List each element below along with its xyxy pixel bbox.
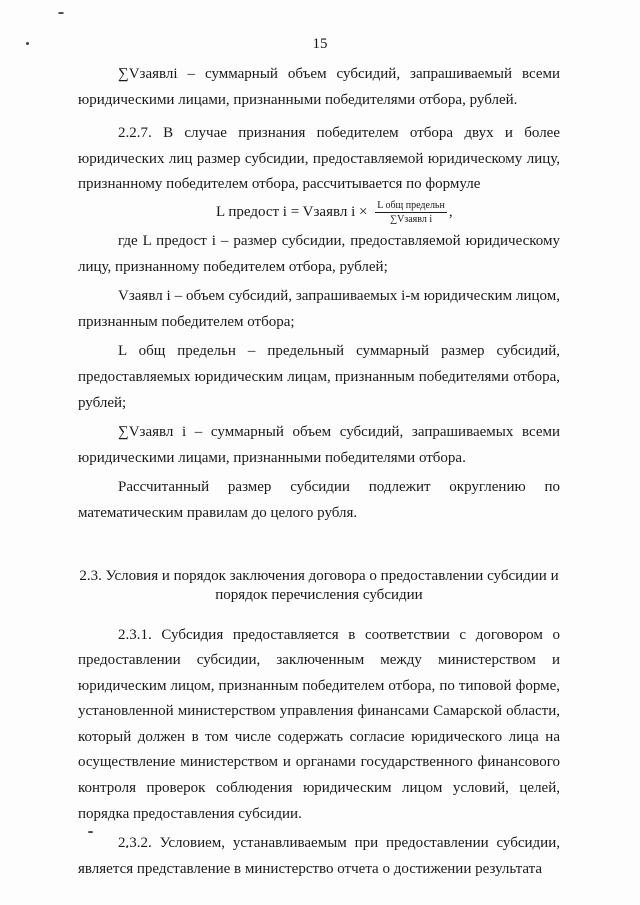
formula-trailing: , — [448, 204, 453, 221]
formula-lhs: L предост i = Vзаявл i × — [216, 204, 372, 221]
section-heading-line2: порядок перечисления субсидии — [215, 586, 423, 603]
formula-denominator: ∑Vзаявл i — [389, 213, 433, 225]
paragraph-l-limit-definition: L общ предельн – предельный суммарный размер субсидий, предоставляемых юридическим лицам, признанным победителями отбора, рублей; — [78, 343, 560, 411]
formula-fraction — [375, 200, 447, 225]
paragraph-v-definition: Vзаявл i – объем субсидий, запрашиваемых i-м юридическим лицом, признанным победителем отбора; — [78, 288, 560, 330]
scan-speck — [58, 12, 64, 14]
subsidy-formula — [78, 200, 560, 225]
paragraph-rounding: Рассчитанный размер субсидии подлежит округлению по математическим правилам до целого рубля. — [78, 479, 560, 521]
paragraph-2-3-2: 2.3.2. Условием, устанавливаемым при предоставлении субсидии, является представление в министерство отчета о достижении результата — [78, 835, 560, 877]
page-number: 15 — [312, 36, 328, 52]
paragraph-sum-v-definition: ∑Vзаявл i – суммарный объем субсидий, запрашиваемых всеми юридическими лицами, признанными победителями отбора. — [78, 424, 560, 466]
paragraph-2-2-7: 2.2.7. В случае признания победителем отбора двух и более юридических лиц размер субсидии, предоставляемой юридическому лицу, признанному победителем отбора, рассчитывается по формуле — [78, 125, 560, 193]
paragraph-sum-definition: ∑Vзаявлi – суммарный объем субсидий, запрашиваемый всеми юридическими лицами, признанными победителями отбора, рублей. — [78, 66, 560, 108]
document-body — [78, 62, 560, 882]
section-heading-line1: 2.3. Условия и порядок заключения договора о предоставлении субсидии и — [79, 567, 559, 584]
paragraph-2-3-1: 2.3.1. Субсидия предоставляется в соответствии с договором о предоставлении субсидии, заключенным между министерством и юридическим лицом, признанным победителем отбора, по типовой форме, установленной министерством управления финансами Самарской области, который должен в том числе содержать согласие юридического лица на осуществление министерством и органами государственного финансового контроля проверок соблюдения юридическим лицом условий, целей, порядка предоставления субсидии. — [78, 626, 560, 822]
paragraph-where-l: где L предост i – размер субсидии, предоставляемой юридическому лицу, признанному победителем отбора, рублей; — [78, 232, 560, 275]
section-heading-2-3 — [78, 567, 560, 605]
formula-numerator: L общ предельн — [377, 199, 445, 211]
